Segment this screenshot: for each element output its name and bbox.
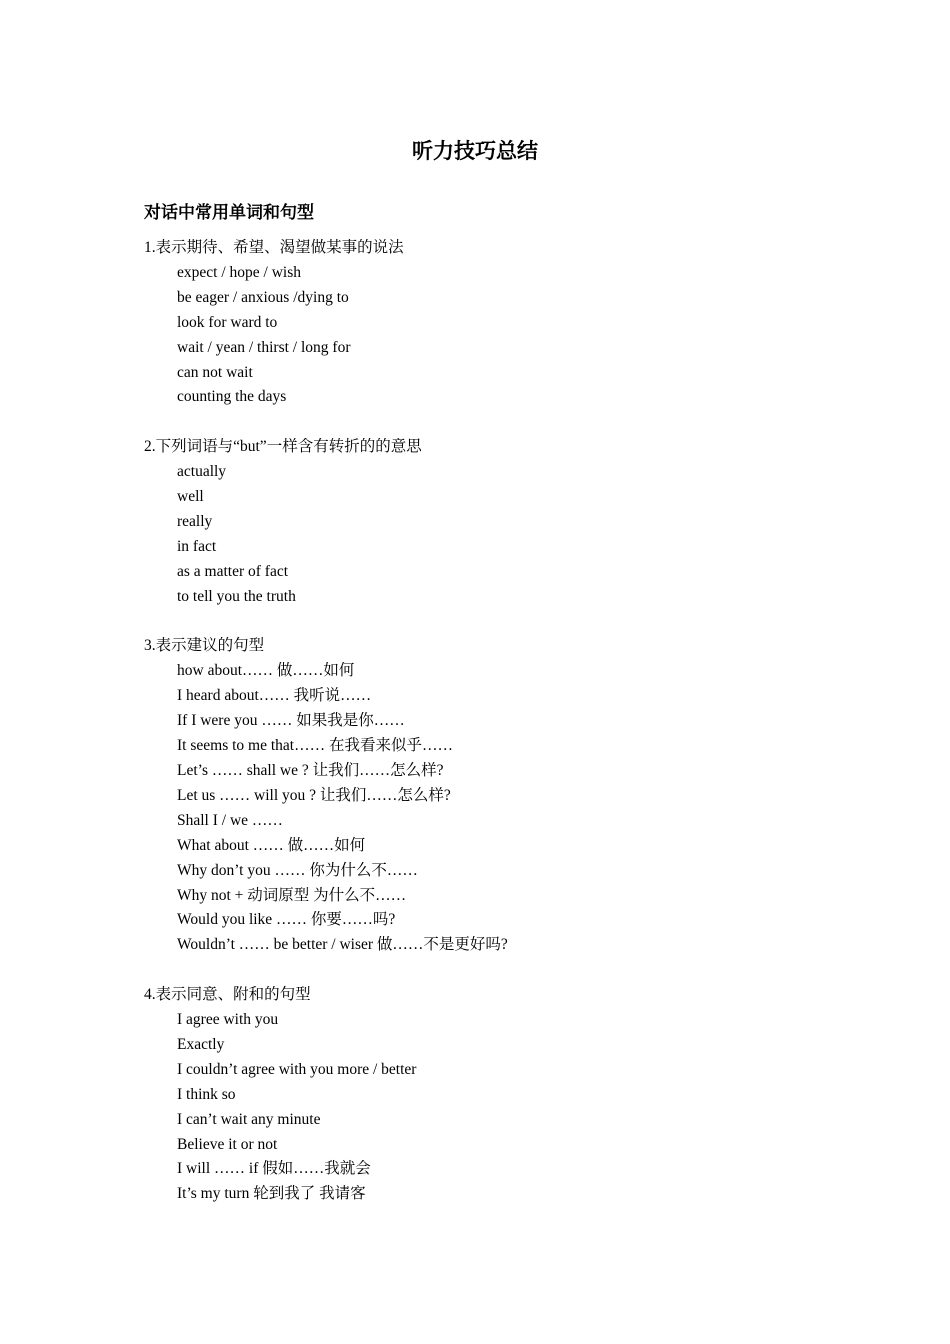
- phrase-item: well: [177, 488, 204, 506]
- phrase-item: to tell you the truth: [177, 587, 296, 605]
- phrase-item: I agree with you: [177, 1011, 279, 1029]
- phrase-list: [144, 261, 844, 410]
- phrase-list: [144, 659, 844, 958]
- group-heading: 3.表示建议的句型: [144, 637, 265, 655]
- phrase-item: expect / hope / wish: [177, 263, 301, 281]
- phrase-item: Exactly: [177, 1035, 225, 1053]
- phrase-item: Why not + 动词原型 为什么不……: [177, 886, 407, 904]
- phrase-item: Let us …… will you ? 让我们……怎么样?: [177, 786, 451, 804]
- phrase-item: It seems to me that…… 在我看来似乎……: [177, 737, 453, 755]
- section-title: 对话中常用单词和句型: [144, 203, 314, 222]
- page-title: 听力技巧总结: [412, 139, 538, 163]
- group-heading: 1.表示期待、希望、渴望做某事的说法: [144, 239, 404, 256]
- phrase-item: I think so: [177, 1085, 236, 1103]
- phrase-item: Wouldn’t …… be better / wiser 做……不是更好吗?: [177, 936, 508, 954]
- phrase-item: I will …… if 假如……我就会: [177, 1160, 371, 1178]
- phrase-item: counting the days: [177, 388, 287, 406]
- phrase-list: [144, 1008, 844, 1207]
- phrase-item: Let’s …… shall we ? 让我们……怎么样?: [177, 762, 444, 779]
- phrase-item: What about …… 做……如何: [177, 836, 366, 854]
- phrase-list: [144, 460, 844, 609]
- group-agreement: [144, 983, 844, 1207]
- group-suggestion: [144, 634, 844, 958]
- group-expectation: [144, 236, 844, 410]
- phrase-item: in fact: [177, 537, 217, 555]
- group-heading: 4.表示同意、附和的句型: [144, 986, 311, 1004]
- phrase-item: actually: [177, 463, 227, 481]
- phrase-item: be eager / anxious /dying to: [177, 288, 349, 306]
- phrase-item: look for ward to: [177, 313, 278, 331]
- phrase-item: as a matter of fact: [177, 562, 289, 580]
- phrase-item: Would you like …… 你要……吗?: [177, 911, 396, 929]
- phrase-item: Believe it or not: [177, 1135, 278, 1153]
- phrase-item: Why don’t you …… 你为什么不……: [177, 861, 418, 879]
- phrase-item: I heard about…… 我听说……: [177, 687, 372, 705]
- phrase-item: can not wait: [177, 363, 253, 381]
- phrase-item: I couldn’t agree with you more / better: [177, 1060, 417, 1078]
- phrase-item: wait / yean / thirst / long for: [177, 338, 351, 356]
- phrase-item: I can’t wait any minute: [177, 1110, 321, 1128]
- phrase-item: It’s my turn 轮到我了 我请客: [177, 1185, 366, 1203]
- phrase-item: If I were you …… 如果我是你……: [177, 712, 405, 730]
- phrase-item: how about…… 做……如何: [177, 662, 355, 680]
- document-body: [144, 236, 844, 1232]
- group-heading: 2.下列词语与“but”一样含有转折的的意思: [144, 438, 422, 456]
- group-transition: [144, 435, 844, 609]
- phrase-item: really: [177, 512, 213, 530]
- phrase-item: Shall I / we ……: [177, 811, 283, 829]
